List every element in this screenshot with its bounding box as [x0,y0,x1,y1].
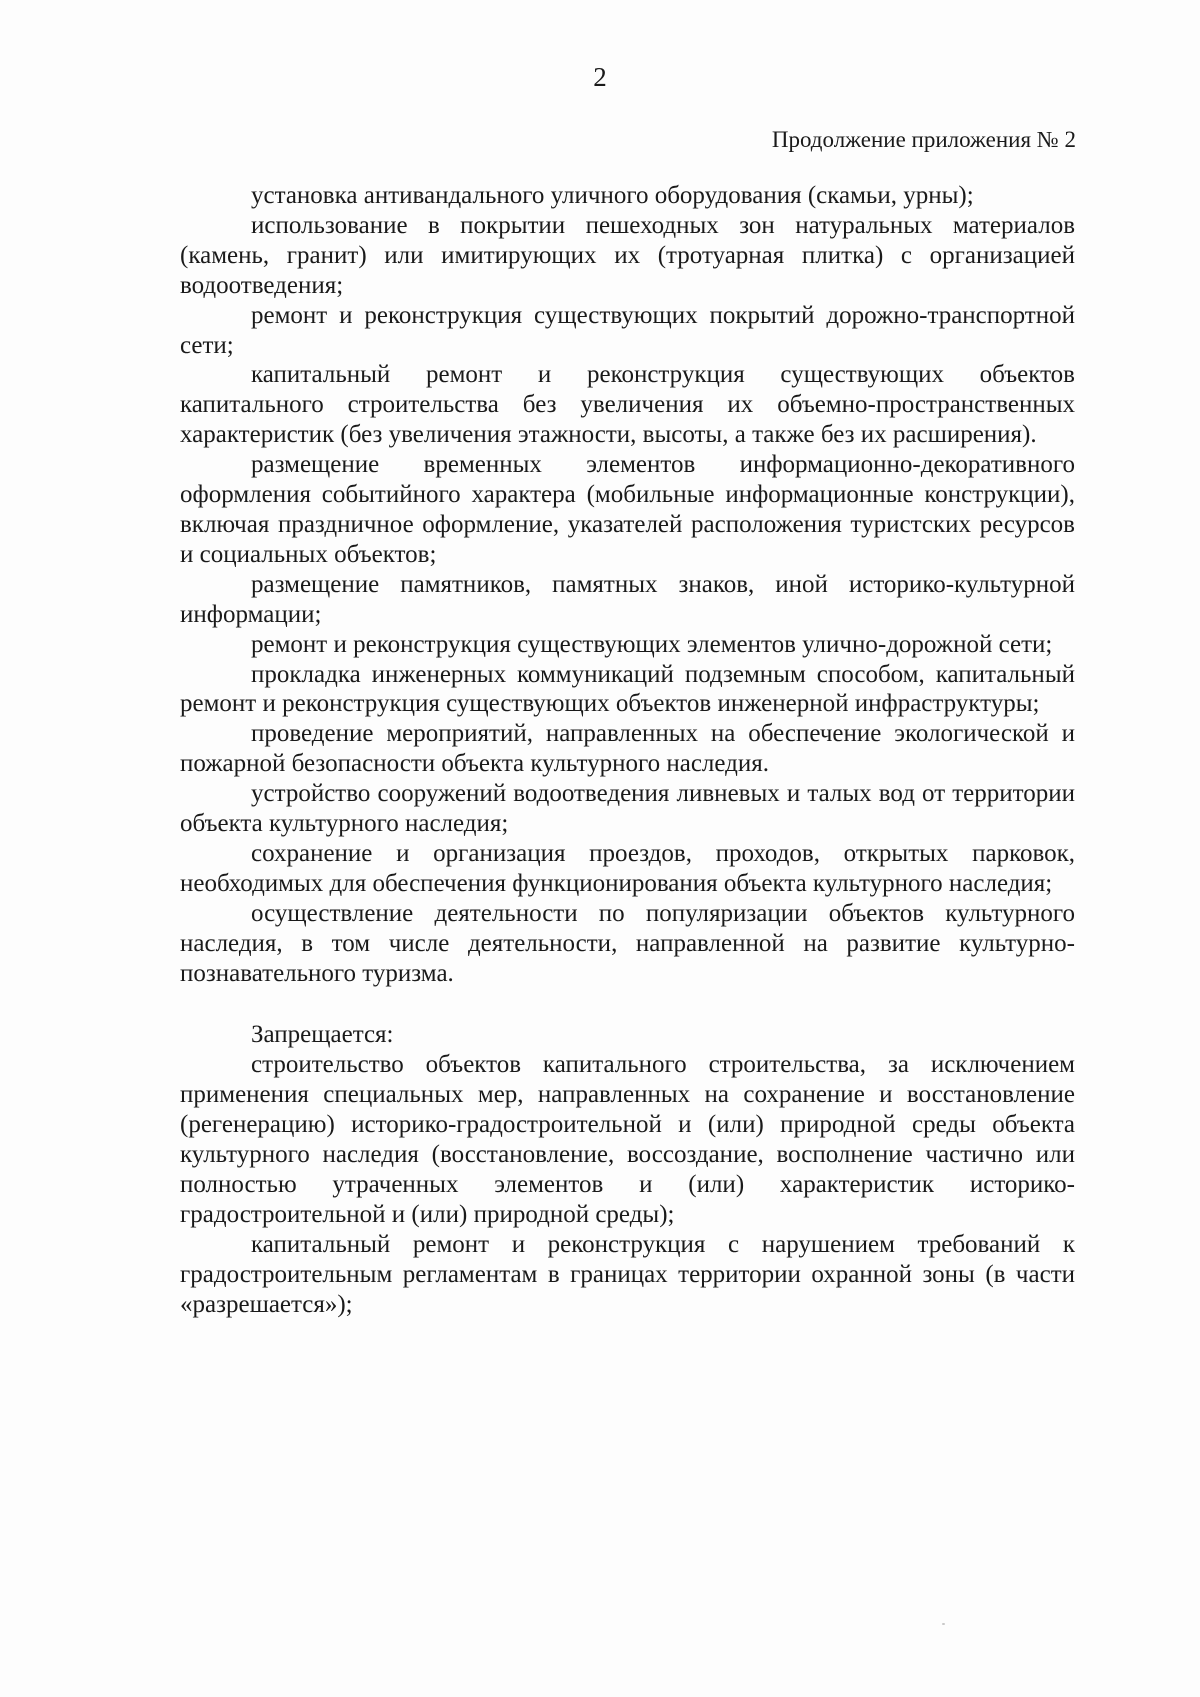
permitted-item: устройство сооружений водоотведения ливневых и талых вод от территории объекта культурного наследия; [180,780,1075,838]
permitted-item: размещение временных элементов информационно-декоративного оформления событийного характера (мобильные информационные конструкции), включая праздничное оформление, указателей расположения туристских ресурсов и социальных объектов; [180,451,1075,568]
permitted-item: установка антивандального уличного оборудования (скамьи, урны); [251,182,974,209]
prohibited-item: капитальный ремонт и реконструкция с нарушением требований к градостроительным регламентам в границах территории охранной зоны (в части «разрешается»); [180,1230,1075,1318]
scan-speck [942,1623,945,1625]
permitted-item: прокладка инженерных коммуникаций подземным способом, капитальный ремонт и реконструкция существующих объектов инженерной инфраструктуры; [180,660,1075,718]
permitted-item: проведение мероприятий, направленных на обеспечение экологической и пожарной безопасности объекта культурного наследия. [180,720,1075,778]
section-spacer [180,988,1075,1020]
page-number: 2 [593,62,607,92]
permitted-item: размещение памятников, памятных знаков, иной историко-культурной информации; [180,570,1075,628]
appendix-continuation-note: Продолжение приложения № 2 [771,127,1076,152]
prohibited-heading: Запрещается: [251,1021,394,1049]
permitted-item: ремонт и реконструкция существующих элементов улично-дорожной сети; [251,630,1053,658]
prohibited-item: строительство объектов капитального строительства, за исключением применения специальных мер, направленных на сохранение и восстановление (регенерацию) историко-градостроительной и (или) природной среды объекта культурного наследия (восстановление, воссоздание, восполнение частично или полностью утраченных элементов и (или) характеристик историко-градостроительной и (или) природной среды); [180,1051,1075,1228]
permitted-item: капитальный ремонт и реконструкция существующих объектов капитального строительства без увеличения их объемно-пространственных характеристик (без увеличения этажности, высоты, а также без их расширения). [180,361,1075,449]
permitted-item: осуществление деятельности по популяризации объектов культурного наследия, в том числе деятельности, направленной на развитие культурно-познавательного туризма. [180,899,1075,987]
permitted-item: сохранение и организация проездов, проходов, открытых парковок, необходимых для обеспечения функционирования объекта культурного наследия; [180,839,1075,897]
document-body [180,181,1075,1320]
permitted-item: ремонт и реконструкция существующих покрытий дорожно-транспортной сети; [180,301,1075,359]
permitted-item: использование в покрытии пешеходных зон натуральных материалов (камень, гранит) или имитирующих их (тротуарная плитка) с организацией водоотведения; [180,211,1075,299]
